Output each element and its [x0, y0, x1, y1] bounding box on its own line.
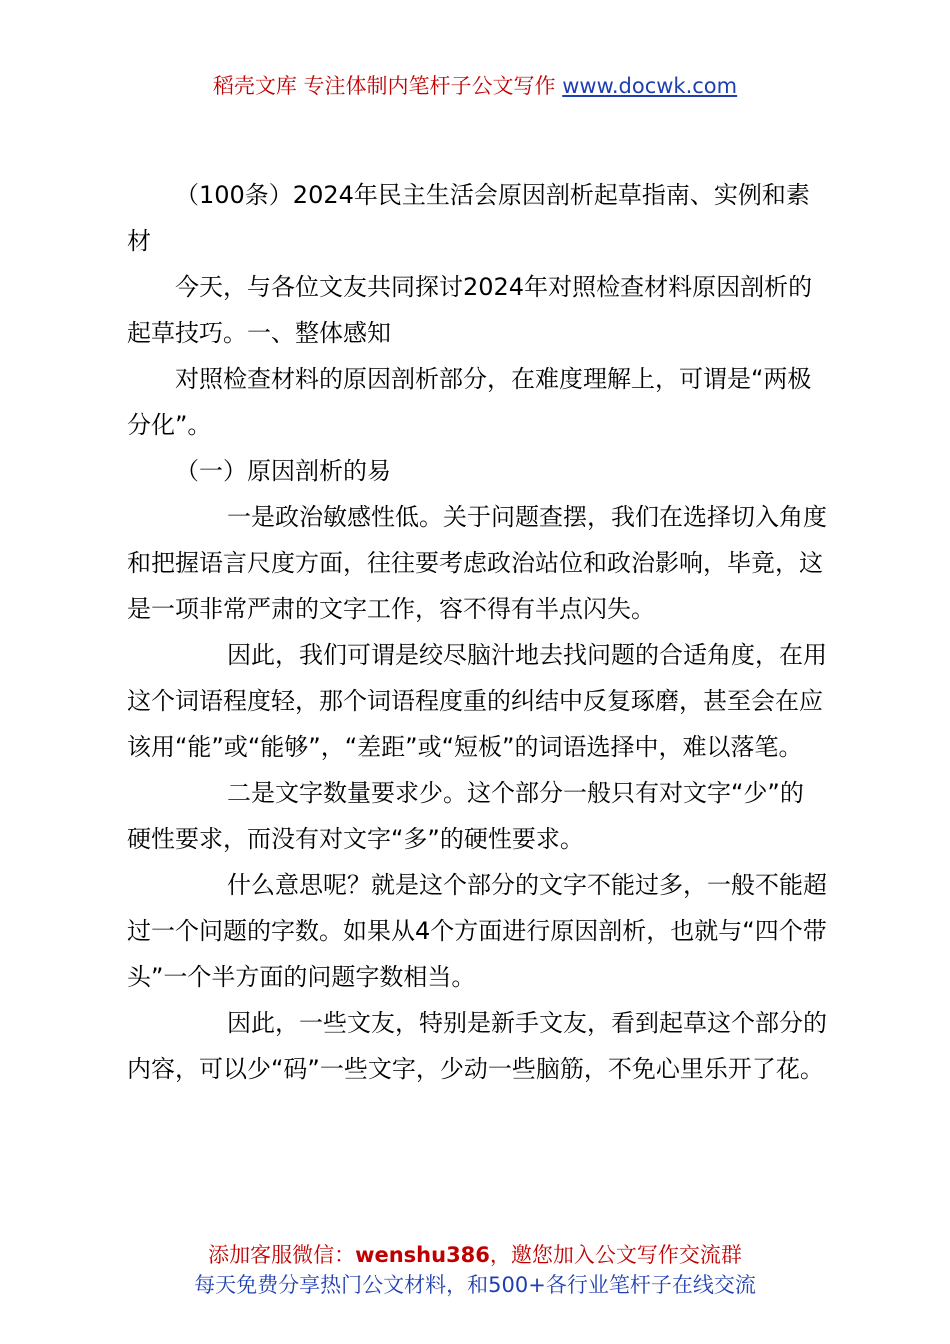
document-title: （100条）2024年民主生活会原因剖析起草指南、实例和素材 — [127, 181, 810, 255]
paragraph-point-1: 一是政治敏感性低。关于问题查摆，我们在选择切入角度和把握语言尺度方面，往往要考虑政治站位和政治影响，毕竟，这是一项非常严肃的文字工作，容不得有半点闪失。 — [127, 503, 827, 623]
header-url-link[interactable]: www.docwk.com — [562, 74, 738, 98]
paragraph-point-2-detail: 什么意思呢？就是这个部分的文字不能过多，一般不能超过一个问题的字数。如果从4个方面进行原因剖析，也就与“四个带头”一个半方面的问题字数相当。 — [127, 871, 827, 991]
paragraph-point-1-detail: 因此，我们可谓是绞尽脑汁地去找问题的合适角度，在用这个词语程度轻，那个词语程度重的纠结中反复琢磨，甚至会在应该用“能”或“能够”，“差距”或“短板”的词语选择中，难以落笔。 — [127, 641, 827, 761]
document-body — [127, 172, 827, 1092]
footer-prefix: 添加客服微信： — [208, 1243, 356, 1267]
section-heading-1: （一）原因剖析的易 — [175, 457, 391, 485]
paragraph-point-2: 二是文字数量要求少。这个部分一般只有对文字“少”的硬性要求，而没有对文字“多”的硬性要求。 — [127, 779, 804, 853]
paragraph-overview: 对照检查材料的原因剖析部分，在难度理解上，可谓是“两极分化”。 — [127, 365, 812, 439]
page-footer — [0, 1240, 950, 1300]
footer-line-2: 每天免费分享热门公文材料，和500+各行业笔杆子在线交流 — [194, 1273, 756, 1297]
paragraph-intro: 今天，与各位文友共同探讨2024年对照检查材料原因剖析的起草技巧。一、整体感知 — [127, 273, 813, 347]
header-brand: 稻壳文库 专注体制内笔杆子公文写作 — [212, 74, 556, 98]
page-header — [0, 70, 950, 100]
footer-line-1 — [0, 1240, 950, 1270]
footer-suffix: ，邀您加入公文写作交流群 — [489, 1243, 742, 1267]
paragraph-point-2-conclusion: 因此，一些文友，特别是新手文友，看到起草这个部分的内容，可以少“码”一些文字，少动一些脑筋，不免心里乐开了花。 — [127, 1009, 827, 1083]
wechat-id: wenshu386 — [355, 1243, 490, 1267]
